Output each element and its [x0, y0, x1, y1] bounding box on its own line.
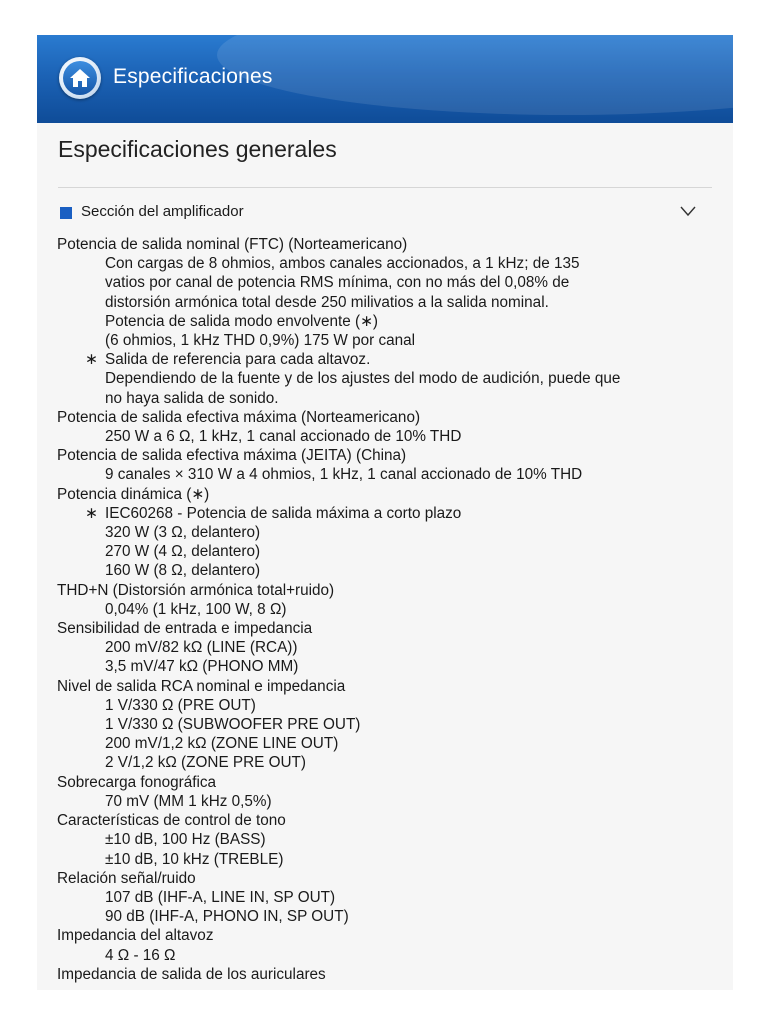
note-star: ∗	[85, 504, 98, 522]
spec-value	[57, 561, 717, 580]
spec-text: 250 W a 6 Ω, 1 kHz, 1 canal accionado de 10% THD	[105, 428, 462, 446]
spec-text: Impedancia de salida de los auriculares	[57, 965, 326, 983]
spec-value	[57, 907, 717, 926]
spec-value	[57, 293, 717, 312]
spec-text: 320 W (3 Ω, delantero)	[105, 524, 261, 542]
spec-text: IEC60268 - Potencia de salida máxima a corto plazo	[105, 504, 462, 522]
spec-text: Con cargas de 8 ohmios, ambos canales accionados, a 1 kHz; de 135	[105, 255, 580, 273]
header-bar	[37, 35, 733, 123]
spec-text: 90 dB (IHF-A, PHONO IN, SP OUT)	[105, 908, 349, 926]
spec-text: distorsión armónica total desde 250 milivatios a la salida nominal.	[105, 293, 549, 311]
spec-heading	[57, 485, 717, 504]
spec-value	[57, 600, 717, 619]
spec-text: 0,04% (1 kHz, 100 W, 8 Ω)	[105, 600, 287, 618]
spec-text: Sobrecarga fonográfica	[57, 773, 217, 791]
spec-text: no haya salida de sonido.	[105, 389, 279, 407]
spec-value	[57, 389, 717, 408]
spec-value	[57, 273, 717, 292]
spec-text: Potencia de salida efectiva máxima (Norteamericano)	[57, 408, 421, 426]
header-title: Especificaciones	[113, 65, 273, 88]
spec-text: 2 V/1,2 kΩ (ZONE PRE OUT)	[105, 754, 306, 772]
spec-value	[57, 427, 717, 446]
divider	[58, 187, 712, 188]
spec-text: 160 W (8 Ω, delantero)	[105, 562, 261, 580]
spec-value	[57, 254, 717, 273]
spec-text: Potencia de salida modo envolvente (∗)	[105, 312, 379, 330]
spec-value	[57, 312, 717, 331]
spec-text: Salida de referencia para cada altavoz.	[105, 351, 371, 369]
spec-text: vatios por canal de potencia RMS mínima, con no más del 0,08% de	[105, 274, 570, 292]
note-star: ∗	[85, 351, 98, 369]
spec-text: Potencia dinámica (∗)	[57, 485, 210, 503]
spec-text: 70 mV (MM 1 kHz 0,5%)	[105, 792, 272, 810]
spec-value	[57, 696, 717, 715]
spec-page	[37, 35, 733, 990]
spec-value	[57, 523, 717, 542]
spec-value	[57, 465, 717, 484]
spec-value	[57, 542, 717, 561]
spec-text: Potencia de salida nominal (FTC) (Norteamericano)	[57, 236, 408, 253]
section-header[interactable]	[58, 201, 698, 223]
spec-heading	[57, 926, 717, 945]
spec-value	[57, 715, 717, 734]
spec-note	[57, 350, 717, 369]
spec-text: 200 mV/82 kΩ (LINE (RCA))	[105, 639, 298, 657]
spec-value	[57, 331, 717, 350]
spec-text: 107 dB (IHF-A, LINE IN, SP OUT)	[105, 888, 336, 906]
spec-text: 3,5 mV/47 kΩ (PHONO MM)	[105, 658, 299, 676]
spec-text: THD+N (Distorsión armónica total+ruido)	[57, 581, 335, 599]
spec-text: 1 V/330 Ω (SUBWOOFER PRE OUT)	[105, 716, 361, 734]
spec-text: 200 mV/1,2 kΩ (ZONE LINE OUT)	[105, 735, 339, 753]
spec-list	[57, 235, 717, 984]
spec-value	[57, 850, 717, 869]
spec-heading	[57, 619, 717, 638]
spec-heading	[57, 677, 717, 696]
spec-note	[57, 504, 717, 523]
spec-heading	[57, 581, 717, 600]
spec-heading	[57, 773, 717, 792]
spec-heading	[57, 869, 717, 888]
spec-text: Impedancia del altavoz	[57, 927, 214, 945]
spec-text: ±10 dB, 100 Hz (BASS)	[105, 831, 266, 849]
spec-value	[57, 657, 717, 676]
spec-text: 1 V/330 Ω (PRE OUT)	[105, 696, 256, 714]
spec-heading	[57, 408, 717, 427]
spec-value	[57, 792, 717, 811]
spec-text: 270 W (4 Ω, delantero)	[105, 543, 261, 561]
spec-value	[57, 753, 717, 772]
spec-text: 4 Ω - 16 Ω	[105, 946, 176, 964]
spec-text: Potencia de salida efectiva máxima (JEITA) (China)	[57, 447, 407, 465]
spec-value	[57, 638, 717, 657]
spec-heading	[57, 965, 717, 984]
home-icon	[63, 61, 97, 95]
spec-text: 9 canales × 310 W a 4 ohmios, 1 kHz, 1 canal accionado de 10% THD	[105, 466, 583, 484]
chevron-down-icon[interactable]	[678, 201, 698, 221]
spec-heading	[57, 235, 717, 254]
spec-text: ±10 dB, 10 kHz (TREBLE)	[105, 850, 284, 868]
spec-value	[57, 369, 717, 388]
spec-heading	[57, 446, 717, 465]
home-button[interactable]	[59, 57, 101, 99]
spec-value	[57, 888, 717, 907]
spec-value	[57, 734, 717, 753]
spec-text: Relación señal/ruido	[57, 869, 196, 887]
spec-text: Sensibilidad de entrada e impedancia	[57, 620, 313, 638]
page-title: Especificaciones generales	[58, 136, 337, 162]
spec-text: Dependiendo de la fuente y de los ajustes del modo de audición, puede que	[105, 370, 621, 388]
spec-value	[57, 830, 717, 849]
spec-heading	[57, 811, 717, 830]
spec-text: Características de control de tono	[57, 812, 286, 830]
section-bullet-icon	[60, 207, 72, 219]
section-label: Sección del amplificador	[81, 203, 244, 220]
spec-text: (6 ohmios, 1 kHz THD 0,9%) 175 W por canal	[105, 332, 416, 350]
spec-value	[57, 946, 717, 965]
spec-text: Nivel de salida RCA nominal e impedancia	[57, 677, 346, 695]
